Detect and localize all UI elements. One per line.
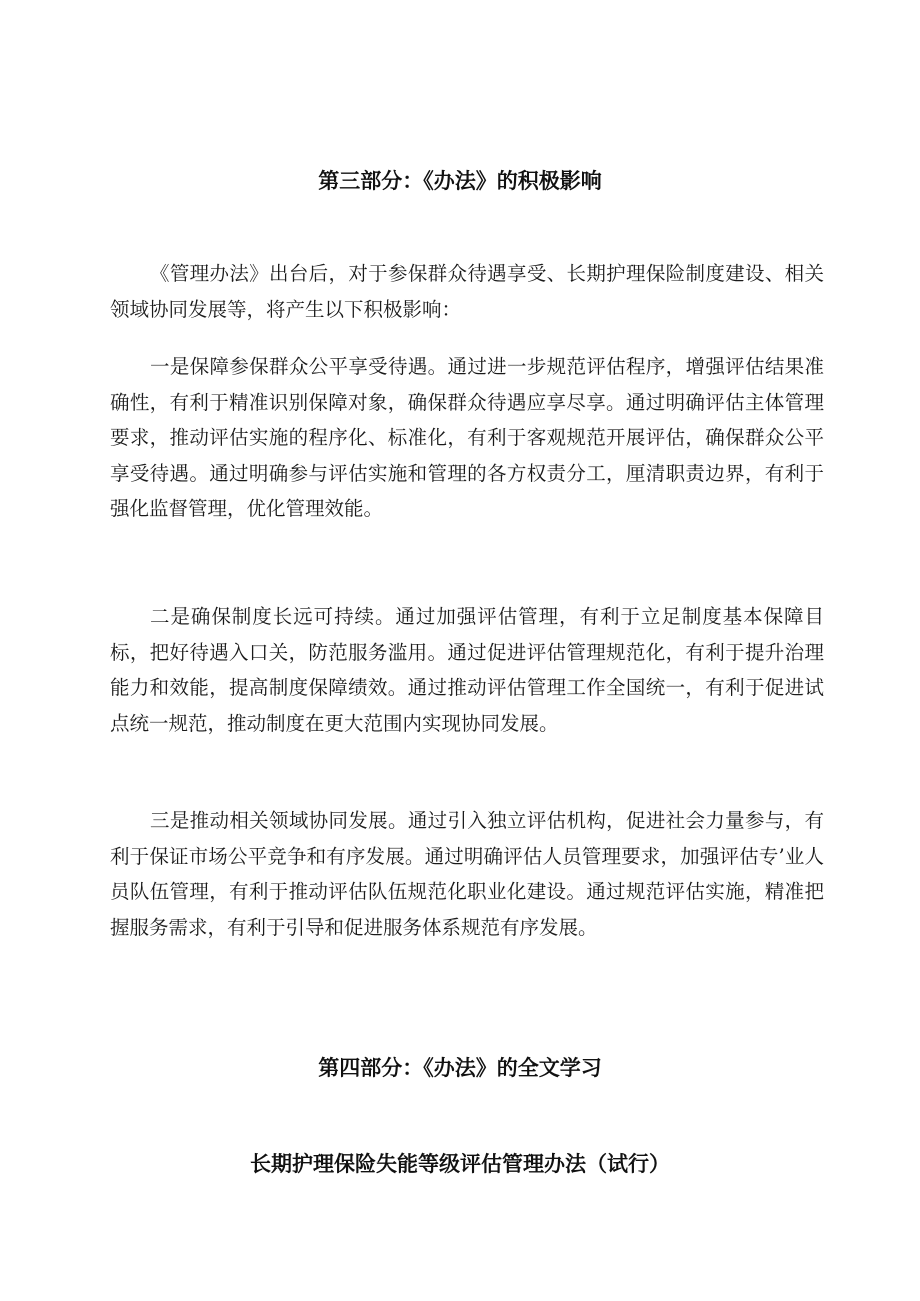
point-two-paragraph: 二是确保制度长远可持续。通过加强评估管理，有利于立足制度基本保障目标，把好待遇入口关，防范服务滥用。通过促进评估管理规范化，有利于提升治理能力和效能，提高制度保障绩效。通过推动评估管理工作全国统一，有利于促进试点统一规范，推动制度在更大范围内实现协同发展。: [110, 605, 824, 735]
point-one-paragraph: 一是保障参保群众公平享受待遇。通过进一步规范评估程序，增强评估结果准确性，有利于精准识别保障对象，确保群众待遇应享尽享。通过明确评估主体管理要求，推动评估实施的程序化、标准化，有利于客观规范开展评估，确保群众公平享受待遇。通过明确参与评估实施和管理的各方权责分工，厘清职责边界，有利于强化监督管理，优化管理效能。: [110, 355, 824, 520]
section-4-heading: 第四部分：《办法》的全文学习: [318, 1056, 602, 1080]
point-three-paragraph: 三是推动相关领域协同发展。通过引入独立评估机构，促进社会力量参与，有利于保证市场公平竞争和有序发展。通过明确评估人员管理要求，加强评估专’业人员队伍管理，有利于推动评估队伍规范化职业化建设。通过规范评估实施，精准把握服务需求，有利于引导和促进服务体系规范有序发展。: [110, 809, 824, 939]
section-3-heading: 第三部分：《办法》的积极影响: [318, 169, 602, 193]
intro-paragraph: 《管理办法》出台后，对于参保群众待遇享受、长期护理保险制度建设、相关领域协同发展等，将产生以下积极影响：: [110, 262, 824, 321]
document-title: 长期护理保险失能等级评估管理办法（试行）: [250, 1152, 670, 1176]
